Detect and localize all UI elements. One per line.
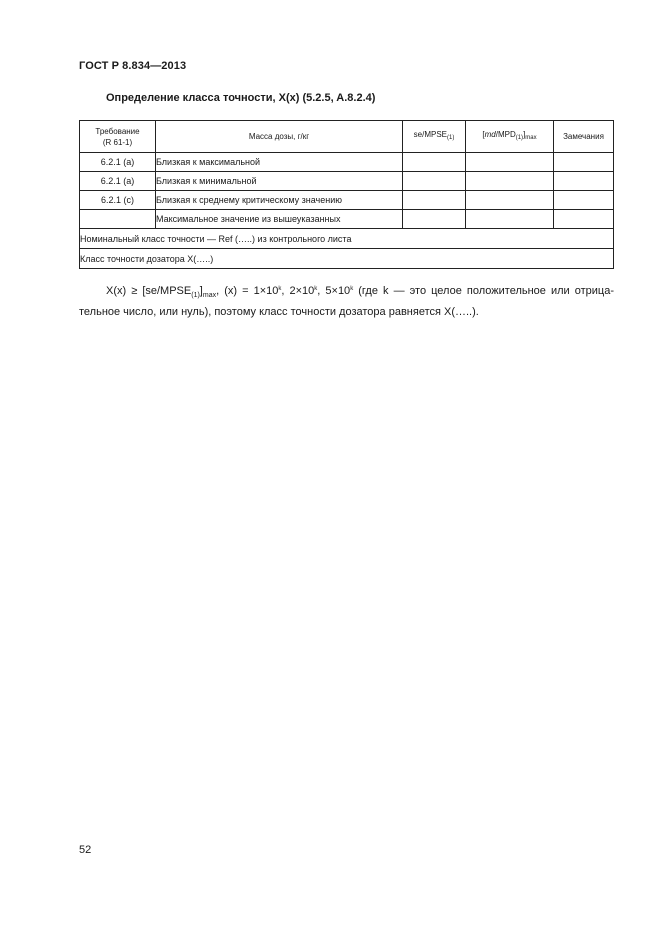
formula-sup-1: k — [278, 286, 282, 292]
formula-sup-2: k — [314, 286, 318, 292]
row-notes-cell — [554, 153, 614, 172]
row-se-cell — [403, 153, 466, 172]
row-requirement: 6.2.1 (c) — [80, 191, 156, 210]
formula-part-4: , 2×10 — [281, 285, 315, 297]
nominal-class-text: Номинальный класс точности — Ref (…..) из контрольного листа — [80, 229, 614, 249]
row-requirement: 6.2.1 (a) — [80, 172, 156, 191]
formula-sub-1: (1) — [191, 292, 200, 299]
paragraph-line-1 — [79, 281, 614, 304]
row-requirement — [80, 210, 156, 229]
row-mass: Близкая к минимальной — [156, 172, 403, 191]
header-requirement — [80, 121, 156, 153]
header-md-sub2: max — [525, 135, 537, 141]
row-notes-cell — [554, 191, 614, 210]
row-mass: Близкая к среднему критическому значению — [156, 191, 403, 210]
header-md-mid: /MPD — [495, 130, 516, 139]
row-se-cell — [403, 191, 466, 210]
table-row — [80, 210, 614, 229]
paragraph-line-2: тельное число, или нуль), поэтому класс точности дозатора равняется X(…..). — [79, 306, 479, 318]
table-header-row — [80, 121, 614, 153]
header-se-mpse — [403, 121, 466, 153]
dispenser-class-row — [80, 249, 614, 269]
row-md-cell — [466, 153, 554, 172]
header-requirement-line1: Требование — [95, 126, 140, 136]
row-notes-cell — [554, 172, 614, 191]
nominal-class-row — [80, 229, 614, 249]
formula-sup-3: k — [350, 286, 354, 292]
formula-part-3: , (x) = 1×10 — [216, 285, 279, 297]
header-mass: Масса дозы, г/кг — [156, 121, 403, 153]
section-title: Определение класса точности, X(x) (5.2.5, A.8.2.4) — [106, 92, 376, 104]
row-md-cell — [466, 210, 554, 229]
header-se-sub: (1) — [447, 135, 455, 141]
document-header: ГОСТ Р 8.834—2013 — [79, 60, 187, 72]
header-md-italic: md — [484, 130, 496, 139]
header-md-sub1: (1) — [515, 135, 524, 141]
accuracy-class-table — [79, 120, 614, 269]
row-mass: Максимальное значение из вышеуказанных — [156, 210, 403, 229]
formula-part-1: X(x) ≥ [se/MPSE — [106, 285, 192, 297]
row-md-cell — [466, 191, 554, 210]
row-notes-cell — [554, 210, 614, 229]
row-requirement: 6.2.1 (a) — [80, 153, 156, 172]
header-md-open: [ — [482, 130, 485, 139]
formula-part-2: ] — [199, 285, 203, 297]
row-md-cell — [466, 172, 554, 191]
row-mass: Близкая к максимальной — [156, 153, 403, 172]
header-md-close: ] — [523, 130, 526, 139]
formula-sub-max: max — [202, 292, 217, 299]
header-md-mpd — [466, 121, 554, 153]
header-notes: Замечания — [554, 121, 614, 153]
conclusion-paragraph — [79, 281, 614, 320]
page-number: 52 — [79, 844, 92, 856]
formula-part-6: (где k — это целое положительное или отрица- — [353, 285, 614, 297]
table-row — [80, 172, 614, 191]
header-requirement-line2: (R 61-1) — [102, 137, 133, 147]
row-se-cell — [403, 210, 466, 229]
dispenser-class-text: Класс точности дозатора X(…..) — [80, 249, 614, 269]
header-se-base: se/MPSE — [413, 130, 447, 139]
table-row — [80, 191, 614, 210]
row-se-cell — [403, 172, 466, 191]
table-row — [80, 153, 614, 172]
formula-part-5: , 5×10 — [317, 285, 351, 297]
